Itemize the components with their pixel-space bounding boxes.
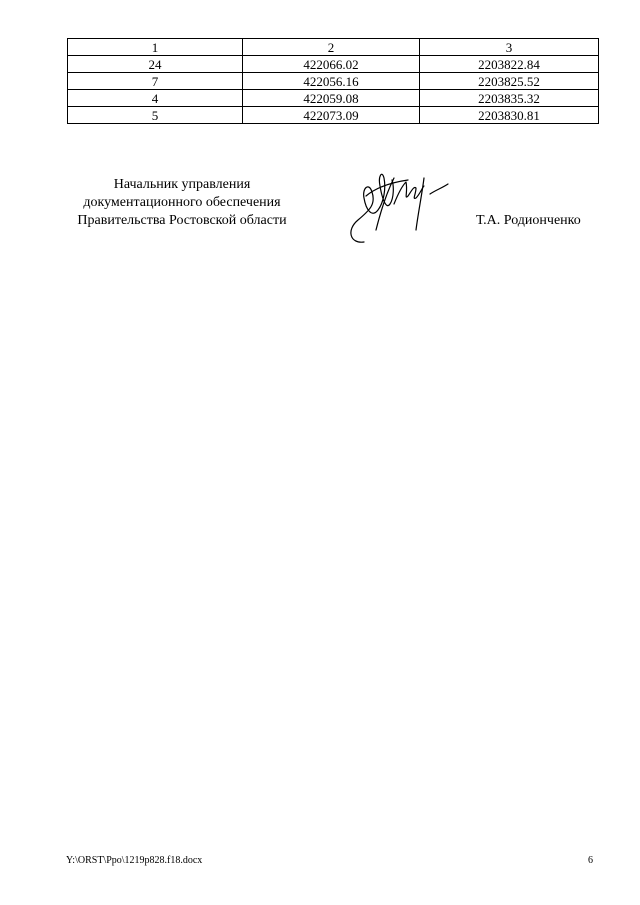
y-coordinate-cell: 2203830.81 xyxy=(420,107,599,124)
position-line: Правительства Ростовской области xyxy=(77,213,287,228)
x-coordinate-cell: 422073.09 xyxy=(243,107,420,124)
point-number-cell: 7 xyxy=(68,73,243,90)
point-number-cell: 4 xyxy=(68,90,243,107)
table-row xyxy=(68,56,599,73)
page-number: 6 xyxy=(588,855,593,866)
signer-name: Т.А. Родионченко xyxy=(476,213,581,228)
coordinates-table xyxy=(67,38,599,124)
x-coordinate-cell: 422066.02 xyxy=(243,56,420,73)
table-row xyxy=(68,90,599,107)
x-coordinate-cell: 422059.08 xyxy=(243,90,420,107)
point-number-cell: 5 xyxy=(68,107,243,124)
table-row xyxy=(68,107,599,124)
table-header-cell: 2 xyxy=(243,39,420,56)
table-header-cell: 3 xyxy=(420,39,599,56)
x-coordinate-cell: 422056.16 xyxy=(243,73,420,90)
footer-file-path: Y:\ORST\Ppo\1219p828.f18.docx xyxy=(66,855,203,866)
handwritten-signature xyxy=(342,164,454,248)
y-coordinate-cell: 2203825.52 xyxy=(420,73,599,90)
y-coordinate-cell: 2203822.84 xyxy=(420,56,599,73)
y-coordinate-cell: 2203835.32 xyxy=(420,90,599,107)
table-header-row xyxy=(68,39,599,56)
table-header-cell: 1 xyxy=(68,39,243,56)
position-line: Начальник управления xyxy=(113,177,251,192)
point-number-cell: 24 xyxy=(68,56,243,73)
position-line: документационного обеспечения xyxy=(83,195,281,210)
table-row xyxy=(68,73,599,90)
signer-position xyxy=(66,176,298,230)
